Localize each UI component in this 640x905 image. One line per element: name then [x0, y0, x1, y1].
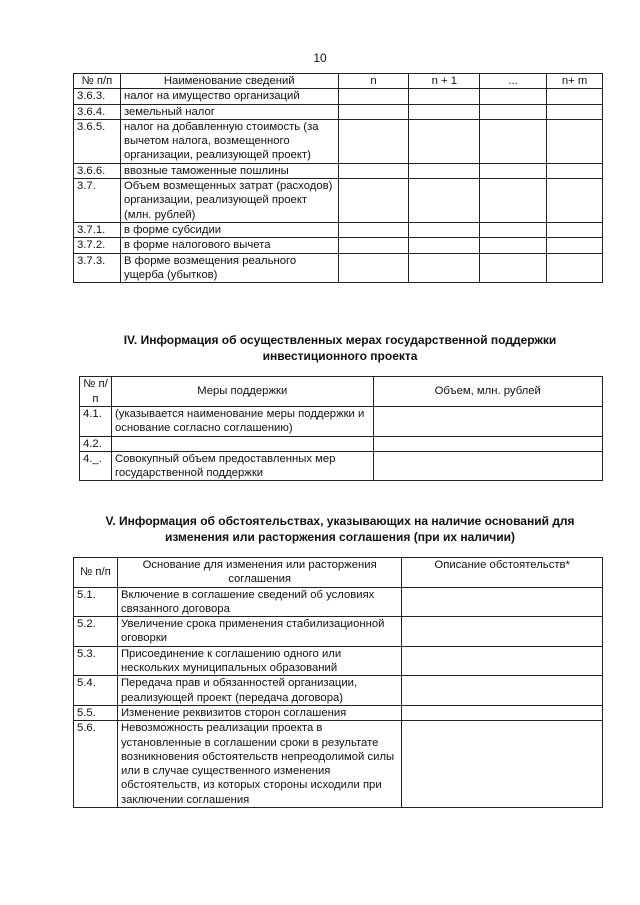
table-row: [74, 163, 603, 178]
col-header-n1: n + 1: [409, 74, 480, 89]
col-header-n: n: [338, 74, 409, 89]
col-header-volume: Объем, млн. рублей: [373, 377, 603, 407]
row-num: 4._.: [80, 451, 112, 481]
row-name: налог на имущество организаций: [120, 89, 338, 104]
col-header-dots: ...: [480, 74, 547, 89]
page-number: 10: [313, 51, 327, 65]
table-row: [74, 705, 603, 720]
section-4-heading: [60, 333, 620, 364]
col-header-measures: Меры поддержки: [111, 377, 373, 407]
row-name: налог на добавленную стоимость (за вычетом налога, возмещенного организации, реализующей проект): [120, 119, 338, 163]
col-header-description: Описание обстоятельств*: [402, 558, 603, 588]
row-name: Присоединение к соглашению одного или нескольких муниципальных образований: [117, 646, 401, 676]
row-name: [111, 436, 373, 451]
table-header-row: [80, 377, 603, 407]
table-tax-info: [73, 73, 603, 283]
table-row: [74, 179, 603, 223]
row-num: 5.5.: [74, 705, 118, 720]
table-row: [74, 676, 603, 706]
table-support-measures: [79, 376, 603, 481]
row-num: 5.3.: [74, 646, 118, 676]
row-num: 5.6.: [74, 721, 118, 808]
row-num: 3.7.2.: [74, 238, 121, 253]
row-num: 3.7.3.: [74, 253, 121, 283]
row-name: (указывается наименование меры поддержки и основание согласно соглашению): [111, 407, 373, 437]
table-row: [74, 222, 603, 237]
row-num: 3.7.: [74, 179, 121, 223]
section-4-title-line1: IV. Информация об осуществленных мерах государственной поддержки: [123, 333, 557, 347]
row-name: Увеличение срока применения стабилизационной оговорки: [117, 617, 401, 647]
row-name: Включение в соглашение сведений об условиях связанного договора: [117, 587, 401, 617]
table-row: [74, 646, 603, 676]
table-row: [74, 253, 603, 283]
row-name: В форме возмещения реального ущерба (убытков): [120, 253, 338, 283]
section-5-title-line1: V. Информация об обстоятельствах, указывающих на наличие оснований для: [105, 514, 575, 528]
col-header-num: № п/п: [74, 558, 118, 588]
row-num: 5.1.: [74, 587, 118, 617]
row-name: Совокупный объем предоставленных мер государственной поддержки: [111, 451, 373, 481]
table-row: [74, 587, 603, 617]
row-name: Объем возмещенных затрат (расходов) организации, реализующей проект (млн. рублей): [120, 179, 338, 223]
row-num: 3.6.6.: [74, 163, 121, 178]
table-row: [74, 119, 603, 163]
row-num: 3.6.5.: [74, 119, 121, 163]
table-row: [74, 104, 603, 119]
col-header-grounds: Основание для изменения или расторжения соглашения: [117, 558, 401, 588]
row-name: ввозные таможенные пошлины: [120, 163, 338, 178]
row-name: в форме налогового вычета: [120, 238, 338, 253]
row-name: Изменение реквизитов сторон соглашения: [117, 705, 401, 720]
table-row: [74, 617, 603, 647]
row-name: в форме субсидии: [120, 222, 338, 237]
col-header-nm: n+ m: [547, 74, 603, 89]
row-name: Невозможность реализации проекта в установленные в соглашении сроки в результате возникновения обстоятельств непреодолимой силы или в случае существенного изменения обстоятельств, из которых стороны исходили при заключении соглашения: [117, 721, 401, 808]
table-header-row: [74, 558, 603, 588]
row-name: Передача прав и обязанностей организации, реализующей проект (передача договора): [117, 676, 401, 706]
table-row: [74, 721, 603, 808]
section-4-title-line2: инвестиционного проекта: [262, 348, 418, 363]
col-header-name: Наименование сведений: [120, 74, 338, 89]
col-header-num: № п/п: [80, 377, 112, 407]
col-header-num: № п/п: [74, 74, 121, 89]
table-row: [74, 238, 603, 253]
row-num: 4.1.: [80, 407, 112, 437]
row-num: 3.6.3.: [74, 89, 121, 104]
table-change-grounds: [73, 557, 603, 808]
row-num: 3.6.4.: [74, 104, 121, 119]
section-5-title-line2: изменения или расторжения соглашения (при их наличии): [164, 529, 515, 544]
row-name: земельный налог: [120, 104, 338, 119]
table-row: [74, 89, 603, 104]
row-num: 3.7.1.: [74, 222, 121, 237]
row-num: 5.4.: [74, 676, 118, 706]
table-header-row: [74, 74, 603, 89]
row-num: 5.2.: [74, 617, 118, 647]
table-row: [80, 407, 603, 437]
table-row: [80, 451, 603, 481]
row-num: 4.2.: [80, 436, 112, 451]
section-5-heading: [60, 514, 620, 545]
table-row: [80, 436, 603, 451]
